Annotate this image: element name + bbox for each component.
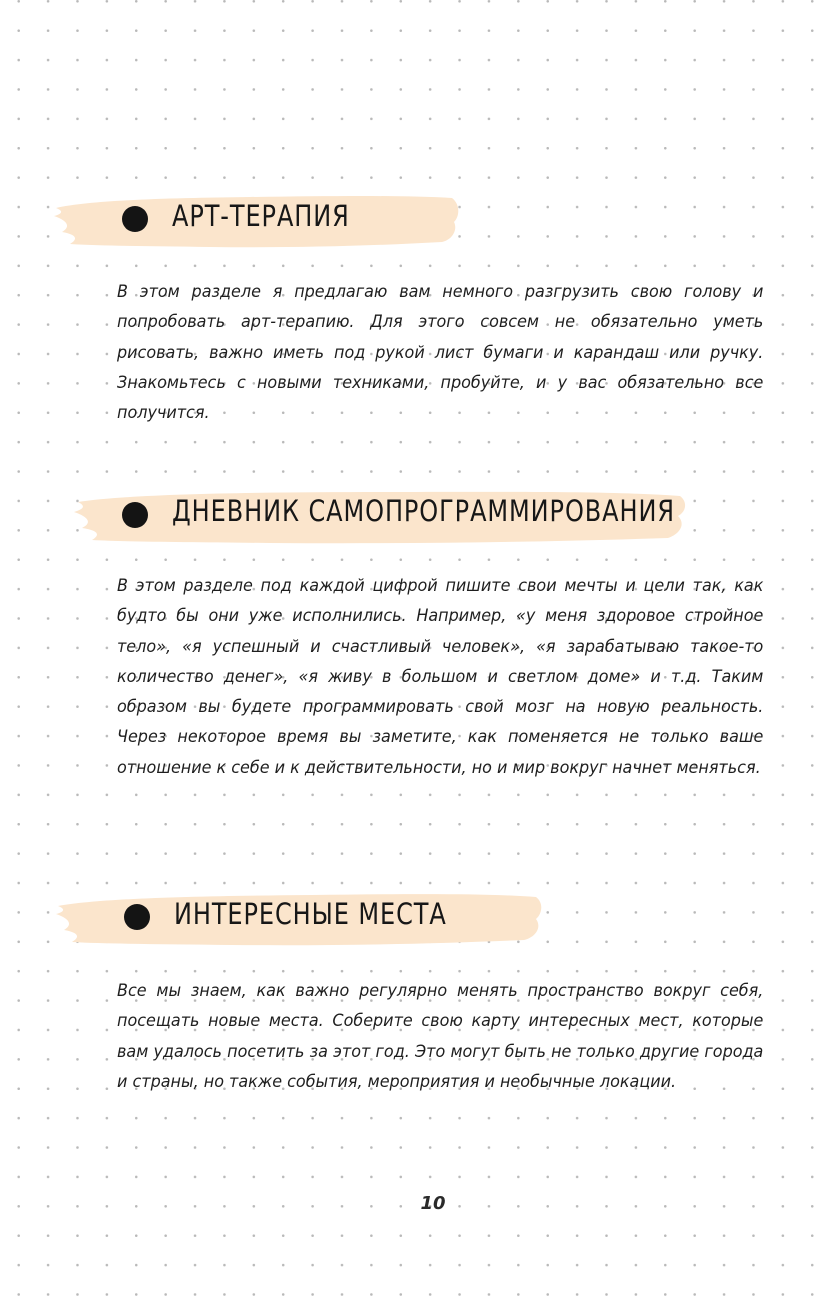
bullet-dot xyxy=(122,206,148,232)
page-number: 10 xyxy=(420,1193,446,1214)
section-title: АРТ-ТЕРАПИЯ xyxy=(172,199,350,233)
bullet-dot xyxy=(124,904,150,930)
section-body: В этом разделе под каждой цифрой пишите свои мечты и цели так, как будто бы они уже исполнились. Например, «у меня здоровое стройное тело», «я успешный и счастливый человек», «я зарабатываю такое-то количество денег», «я живу в большом и светлом доме» и т.д. Таким образом вы будете программировать свой мозг на новую реальность. Через некоторое время вы заметите, как поменяется не только ваше отношение к себе и к действительности, но и мир вокруг начнет меняться. xyxy=(117,576,764,778)
section-body: В этом разделе я предлагаю вам немного разгрузить свою голову и попробовать арт-терапию. Для этого совсем не обязательно уметь рисовать, важно иметь под рукой лист бумаги и карандаш или ручку. Знакомьтесь с новыми техниками, пробуйте, и у вас обязательно все получится. xyxy=(117,282,764,424)
section-title: ДНЕВНИК САМОПРОГРАММИРОВАНИЯ xyxy=(172,494,675,528)
bullet-dot xyxy=(122,502,148,528)
section-body: Все мы знаем, как важно регулярно менять пространство вокруг себя, посещать новые места. Соберите свою карту интересных мест, которые вам удалось посетить за этот год. Это могут быть не только другие города и страны, но также события, мероприятия и необычные локации. xyxy=(117,981,764,1092)
section-title: ИНТЕРЕСНЫЕ МЕСТА xyxy=(174,897,447,931)
